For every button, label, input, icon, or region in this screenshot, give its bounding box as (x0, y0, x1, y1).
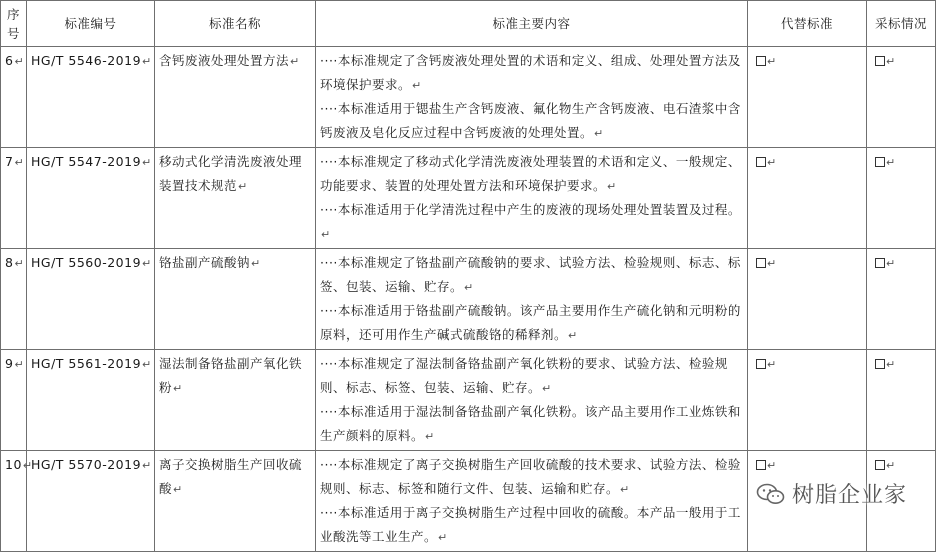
content-paragraph (320, 501, 743, 549)
standard-code: HG/T 5560-2019 (31, 255, 142, 270)
content-scope-text: ····本标准规定了离子交换树脂生产回收硫酸的技术要求、试验方法、检验规则、标志、标签和随行文件、包装、运输和贮存。 (320, 457, 741, 496)
paragraph-mark: ↵ (142, 156, 152, 169)
seq-number: 7 (5, 154, 14, 169)
paragraph-mark: ↵ (886, 55, 896, 68)
seq-number: 6 (5, 53, 14, 68)
standard-code: HG/T 5570-2019 (31, 457, 142, 472)
table-header-row (1, 1, 936, 47)
standard-code: HG/T 5547-2019 (31, 154, 142, 169)
cell-adopt (867, 249, 936, 350)
cell-replace (748, 148, 867, 249)
content-scope-text: ····本标准规定了移动式化学清洗废液处理装置的术语和定义、一般规定、功能要求、装置的处理处置方法和环境保护要求。 (320, 154, 741, 193)
header-seq: 序号 (1, 1, 27, 47)
content-paragraph (320, 198, 743, 246)
content-paragraph (320, 299, 743, 347)
content-paragraph (320, 150, 743, 198)
table-row (1, 249, 936, 350)
cell-content (316, 249, 748, 350)
content-paragraph (320, 49, 743, 97)
cell-code (27, 249, 155, 350)
content-paragraph (320, 251, 743, 299)
cell-replace (748, 47, 867, 148)
cell-replace (748, 249, 867, 350)
header-content: 标准主要内容 (316, 1, 748, 47)
content-scope-text: ····本标准规定了铬盐副产硫酸钠的要求、试验方法、检验规则、标志、标签、包装、运输、贮存。 (320, 255, 741, 294)
paragraph-mark: ↵ (142, 358, 152, 371)
paragraph-mark: ↵ (767, 459, 777, 472)
cell-code (27, 350, 155, 451)
standard-name: 离子交换树脂生产回收硫酸 (159, 457, 303, 496)
paragraph-mark: ↵ (767, 257, 777, 270)
paragraph-mark: ↵ (886, 156, 896, 169)
paragraph-mark: ↵ (767, 358, 777, 371)
content-scope-text: ····本标准规定了湿法制备铬盐副产氧化铁粉的要求、试验方法、检验规则、标志、标签、包装、运输、贮存。 (320, 356, 728, 395)
cell-name (155, 350, 316, 451)
cell-adopt (867, 350, 936, 451)
content-paragraph (320, 400, 743, 448)
watermark-text: 树脂企业家 (791, 483, 907, 508)
paragraph-mark: ↵ (14, 257, 25, 270)
paragraph-mark: ↵ (14, 358, 25, 371)
cell-replace (748, 350, 867, 451)
replace-checkbox[interactable] (756, 157, 766, 167)
header-code: 标准编号 (27, 1, 155, 47)
cell-seq (1, 47, 27, 148)
cell-adopt (867, 47, 936, 148)
wechat-icon (756, 483, 786, 505)
standard-name: 含钙废液处理处置方法 (159, 53, 290, 68)
cell-name (155, 148, 316, 249)
watermark (756, 478, 907, 509)
header-adopt: 采标情况 (867, 1, 936, 47)
replace-checkbox[interactable] (756, 359, 766, 369)
standard-name: 移动式化学清洗废液处理装置技术规范 (159, 154, 303, 193)
content-application-text: ····本标准适用于湿法制备铬盐副产氧化铁粉。该产品主要用作工业炼铁和生产颜料的原料。 (320, 404, 741, 443)
paragraph-mark: ↵ (607, 179, 617, 193)
cell-name (155, 451, 316, 552)
seq-number: 10 (5, 457, 22, 472)
seq-number: 8 (5, 255, 14, 270)
cell-seq (1, 148, 27, 249)
paragraph-mark: ↵ (173, 381, 183, 395)
standard-name: 湿法制备铬盐副产氧化铁粉 (159, 356, 303, 395)
cell-name (155, 249, 316, 350)
cell-seq (1, 350, 27, 451)
content-scope-text: ····本标准规定了含钙废液处理处置的术语和定义、组成、处理处置方法及环境保护要求。 (320, 53, 741, 92)
table-row (1, 47, 936, 148)
cell-seq (1, 451, 33, 552)
content-application-text: ····本标准适用于锶盐生产含钙废液、氟化物生产含钙废液、电石渣浆中含钙废液及皂化反应过程中含钙废液的处理处置。 (320, 101, 741, 140)
header-name: 标准名称 (155, 1, 316, 47)
paragraph-mark: ↵ (425, 429, 435, 443)
paragraph-mark: ↵ (620, 482, 630, 496)
adopt-checkbox[interactable] (875, 258, 885, 268)
paragraph-mark: ↵ (14, 55, 25, 68)
paragraph-mark: ↵ (886, 257, 896, 270)
table-row (1, 148, 936, 249)
cell-content (316, 350, 748, 451)
paragraph-mark: ↵ (321, 227, 331, 241)
replace-checkbox[interactable] (756, 460, 766, 470)
cell-adopt (867, 148, 936, 249)
content-paragraph (320, 453, 743, 501)
content-application-text: ····本标准适用于化学清洗过程中产生的废液的现场处理处置装置及过程。 (320, 202, 741, 217)
cell-content (316, 47, 748, 148)
cell-content (316, 148, 748, 249)
paragraph-mark: ↵ (290, 55, 300, 68)
standard-code: HG/T 5561-2019 (31, 356, 142, 371)
paragraph-mark: ↵ (238, 179, 248, 193)
paragraph-mark: ↵ (767, 156, 777, 169)
seq-number: 9 (5, 356, 14, 371)
replace-checkbox[interactable] (756, 258, 766, 268)
cell-code (27, 451, 155, 552)
paragraph-mark: ↵ (542, 381, 552, 395)
adopt-checkbox[interactable] (875, 460, 885, 470)
adopt-checkbox[interactable] (875, 56, 885, 66)
paragraph-mark: ↵ (568, 328, 578, 342)
cell-code (27, 148, 155, 249)
cell-seq (1, 249, 27, 350)
replace-checkbox[interactable] (756, 56, 766, 66)
paragraph-mark: ↵ (886, 358, 896, 371)
paragraph-mark: ↵ (767, 55, 777, 68)
content-paragraph (320, 97, 743, 145)
content-application-text: ····本标准适用于离子交换树脂生产过程中回收的硫酸。本产品一般用于工业酸洗等工业生产。 (320, 505, 741, 544)
standard-code: HG/T 5546-2019 (31, 53, 142, 68)
table-row (1, 350, 936, 451)
adopt-checkbox[interactable] (875, 157, 885, 167)
content-application-text: ····本标准适用于铬盐副产硫酸钠。该产品主要用作生产硫化钠和元明粉的原料，还可用作生产碱式硫酸铬的稀释剂。 (320, 303, 741, 342)
paragraph-mark: ↵ (594, 126, 604, 140)
paragraph-mark: ↵ (142, 55, 152, 68)
paragraph-mark: ↵ (14, 156, 25, 169)
paragraph-mark: ↵ (464, 280, 474, 294)
paragraph-mark: ↵ (886, 459, 896, 472)
cell-code (27, 47, 155, 148)
adopt-checkbox[interactable] (875, 359, 885, 369)
paragraph-mark: ↵ (173, 482, 183, 496)
cell-name (155, 47, 316, 148)
paragraph-mark: ↵ (251, 257, 261, 270)
standard-name: 铬盐副产硫酸钠 (159, 255, 251, 270)
paragraph-mark: ↵ (142, 459, 152, 472)
content-paragraph (320, 352, 743, 400)
paragraph-mark: ↵ (22, 459, 33, 472)
header-replace: 代替标准 (748, 1, 867, 47)
cell-content (316, 451, 748, 552)
paragraph-mark: ↵ (142, 257, 152, 270)
paragraph-mark: ↵ (412, 78, 422, 92)
paragraph-mark: ↵ (438, 530, 448, 544)
